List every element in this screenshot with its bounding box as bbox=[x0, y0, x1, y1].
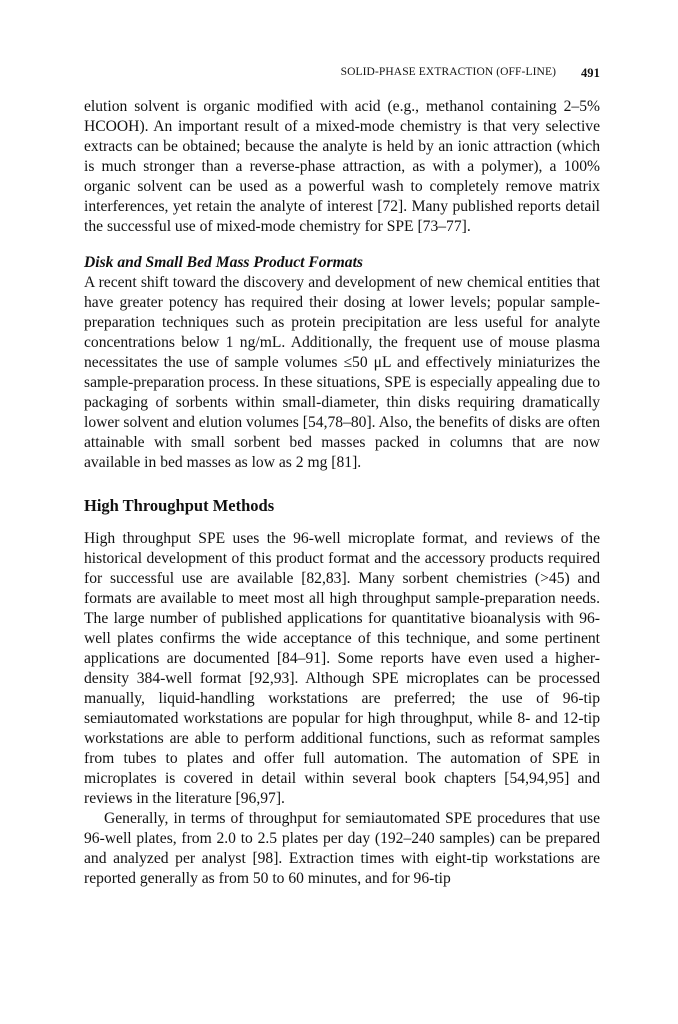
subsection-heading-disk-formats: Disk and Small Bed Mass Product Formats bbox=[84, 254, 364, 271]
page-body bbox=[84, 97, 600, 889]
paragraph-high-throughput-2: Generally, in terms of throughput for semiautomated SPE procedures that use 96-well plates, from 2.0 to 2.5 plates per day (192–240 samples) can be prepared and analyzed per analyst [98]. Extraction times with eight-tip workstations are reported generally as from 50 to 60 minutes, and for 96-tip bbox=[84, 810, 600, 887]
page-number: 491 bbox=[580, 66, 600, 80]
running-head-title: SOLID-PHASE EXTRACTION (OFF-LINE) bbox=[340, 66, 556, 78]
paragraph-disk-formats: A recent shift toward the discovery and development of new chemical entities that have greater potency has required their dosing at lower levels; popular sample-preparation techniques such as protein precipitation are less useful for analyte concentrations below 1 ng/mL. Additionally, the frequent use of mouse plasma necessitates the use of sample volumes ≤50 μL and effectively miniaturizes the sample-preparation process. In these situations, SPE is especially appealing due to packaging of sorbents within small-diameter, thin disks requiring dramatically lower solvent and elution volumes [54,78–80]. Also, the benefits of disks are often attainable with small sorbent bed masses packed in columns that are now available in bed masses as low as 2 mg [81]. bbox=[84, 274, 600, 471]
paragraph-mixed-mode: elution solvent is organic modified with acid (e.g., methanol containing 2–5% HCOOH). An important result of a mixed-mode chemistry is that very selective extracts can be obtained; because the analyte is held by an ionic attraction (which is much stronger than a reverse-phase attraction, as with a polymer), a 100% organic solvent can be used as a powerful wash to completely remove matrix interferences, yet retain the analyte of interest [72]. Many published reports detail the successful use of mixed-mode chemistry for SPE [73–77]. bbox=[84, 98, 600, 235]
section-heading-high-throughput: High Throughput Methods bbox=[84, 496, 275, 515]
paragraph-high-throughput-1: High throughput SPE uses the 96-well microplate format, and reviews of the historical development of this product format and the accessory products required for successful use are available [82,83]. Many sorbent chemistries (>45) and formats are available to meet most all high throughput sample-preparation needs. The large number of published applications for quantitative bioanalysis with 96-well plates confirms the wide acceptance of this technique, and some pertinent applications are documented [84–91]. Some reports have even used a higher-density 384-well format [92,93]. Although SPE microplates can be processed manually, liquid-handling workstations are preferred; the use of 96-tip semiautomated workstations are popular for high throughput, while 8- and 12-tip workstations are able to perform additional functions, such as reformat samples from tubes to plates and offer full automation. The automation of SPE in microplates is covered in detail within several book chapters [54,94,95] and reviews in the literature [96,97]. bbox=[84, 530, 600, 807]
running-head bbox=[84, 66, 600, 82]
